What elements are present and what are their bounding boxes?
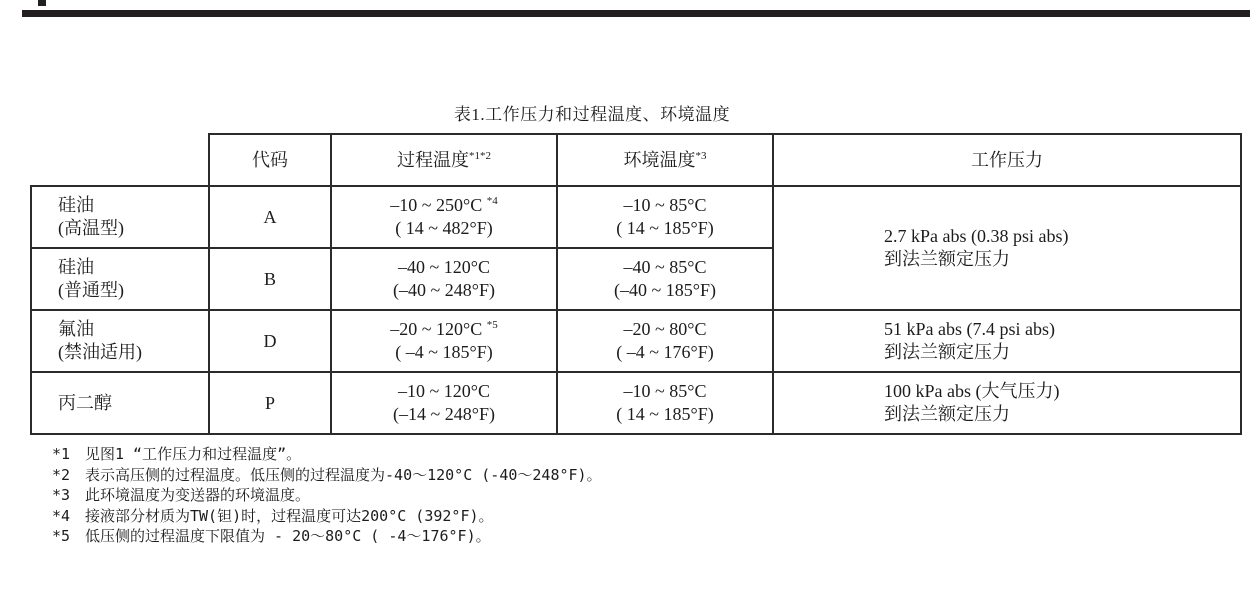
working-pressure-value: 51 kPa abs (7.4 psi abs) bbox=[884, 319, 1055, 339]
process-temp-fahrenheit: ( 14 ~ 482°F) bbox=[395, 218, 493, 238]
spec-table bbox=[30, 133, 1242, 435]
footnote-text: 表示高压侧的过程温度。低压侧的过程温度为-40～120°C (-40～248°F)。 bbox=[85, 465, 602, 484]
ambient-temp-cell-d bbox=[557, 310, 773, 372]
header-process-temp-label: 过程温度 bbox=[397, 149, 469, 170]
process-temp-fahrenheit: ( –4 ~ 185°F) bbox=[395, 342, 493, 362]
footnote-marker: *1 bbox=[52, 445, 71, 463]
code-cell-d: D bbox=[209, 310, 331, 372]
process-temp-cell-p bbox=[331, 372, 557, 434]
footnote-5 bbox=[52, 526, 602, 547]
table-row-silicone-high-temp bbox=[31, 186, 1241, 248]
ambient-temp-cell-b bbox=[557, 248, 773, 310]
table-row-fluorinated-oil bbox=[31, 310, 1241, 372]
process-temp-fahrenheit: (–40 ~ 248°F) bbox=[393, 280, 495, 300]
fill-fluid-name: 硅油 bbox=[58, 195, 94, 215]
code-cell-p: P bbox=[209, 372, 331, 434]
footnote-1 bbox=[52, 444, 602, 465]
process-temp-fahrenheit: (–14 ~ 248°F) bbox=[393, 404, 495, 424]
header-ambient-temp bbox=[557, 134, 773, 186]
footnote-text: 此环境温度为变送器的环境温度。 bbox=[85, 486, 311, 504]
ambient-temp-cell-p bbox=[557, 372, 773, 434]
process-temp-celsius-value: –20 ~ 120°C bbox=[390, 319, 483, 339]
code-cell-b: B bbox=[209, 248, 331, 310]
footnote-marker: *2 bbox=[52, 465, 71, 484]
working-pressure-value: 2.7 kPa abs (0.38 psi abs) bbox=[884, 226, 1069, 246]
ambient-temp-fahrenheit: (–40 ~ 185°F) bbox=[614, 280, 716, 300]
process-temp-footref: *5 bbox=[486, 319, 498, 331]
fill-fluid-label-d bbox=[31, 310, 209, 372]
header-code bbox=[209, 134, 331, 186]
code-cell-a: A bbox=[209, 186, 331, 248]
ambient-temp-celsius: –10 ~ 85°C bbox=[623, 381, 707, 401]
footnote-text: 见图1 “工作压力和过程温度”。 bbox=[85, 445, 302, 463]
fill-fluid-type: (高温型) bbox=[58, 218, 124, 238]
ambient-temp-fahrenheit: ( –4 ~ 176°F) bbox=[616, 342, 714, 362]
table-row-propylene-glycol bbox=[31, 372, 1241, 434]
working-pressure-cell-d bbox=[773, 310, 1241, 372]
header-process-temp bbox=[331, 134, 557, 186]
working-pressure-value: 100 kPa abs (大气压力) bbox=[884, 381, 1060, 401]
ambient-temp-celsius: –40 ~ 85°C bbox=[623, 257, 707, 277]
fill-fluid-label-b bbox=[31, 248, 209, 310]
spec-table-header bbox=[31, 134, 1241, 186]
ambient-temp-celsius: –10 ~ 85°C bbox=[623, 195, 707, 215]
header-rule bbox=[22, 10, 1250, 17]
working-pressure-cell-ab bbox=[773, 186, 1241, 310]
working-pressure-cell-p bbox=[773, 372, 1241, 434]
ambient-temp-fahrenheit: ( 14 ~ 185°F) bbox=[616, 404, 714, 424]
header-ambient-temp-footref: *3 bbox=[695, 149, 707, 162]
footnote-2 bbox=[52, 465, 602, 486]
process-temp-cell-d bbox=[331, 310, 557, 372]
footnote-3 bbox=[52, 485, 602, 506]
process-temp-celsius bbox=[336, 194, 552, 217]
working-pressure-upper-limit: 到法兰额定压力 bbox=[884, 342, 1010, 362]
process-temp-celsius bbox=[336, 318, 552, 341]
working-pressure-upper-limit: 到法兰额定压力 bbox=[884, 404, 1010, 424]
process-temp-footref: *4 bbox=[486, 195, 498, 207]
process-temp-celsius: –40 ~ 120°C bbox=[398, 257, 490, 277]
footnote-marker: *5 bbox=[52, 527, 71, 545]
fill-fluid-name: 硅油 bbox=[58, 257, 94, 277]
working-pressure-upper-limit: 到法兰额定压力 bbox=[884, 249, 1010, 269]
process-temp-celsius: –10 ~ 120°C bbox=[398, 381, 490, 401]
header-working-pressure bbox=[773, 134, 1241, 186]
ambient-temp-cell-a bbox=[557, 186, 773, 248]
footnote-marker: *4 bbox=[52, 506, 71, 525]
ambient-temp-fahrenheit: ( 14 ~ 185°F) bbox=[616, 218, 714, 238]
footnote-marker: *3 bbox=[52, 486, 71, 504]
table-title: 表1.工作压力和过程温度、环境温度 bbox=[453, 105, 731, 124]
header-ambient-temp-label: 环境温度 bbox=[623, 149, 696, 170]
header-working-pressure-label: 工作压力 bbox=[971, 149, 1043, 170]
fill-fluid-label-a bbox=[31, 186, 209, 248]
fill-fluid-type: (普通型) bbox=[58, 280, 124, 300]
fill-fluid-type: (禁油适用) bbox=[58, 342, 142, 362]
footnote-text: 低压侧的过程温度下限值为 - 20～80°C ( -4～176°F)。 bbox=[85, 527, 491, 545]
header-process-temp-footref: *1*2 bbox=[469, 149, 491, 162]
fill-fluid-name: 丙二醇 bbox=[58, 392, 112, 413]
footnote-4 bbox=[52, 506, 602, 527]
header-blank-cell bbox=[31, 134, 209, 186]
process-temp-cell-b bbox=[331, 248, 557, 310]
fill-fluid-label-p bbox=[31, 372, 209, 434]
process-temp-celsius-value: –10 ~ 250°C bbox=[390, 195, 483, 215]
process-temp-cell-a bbox=[331, 186, 557, 248]
header-row bbox=[31, 134, 1241, 186]
footnote-text: 接液部分材质为TW(钽)时，过程温度可达200°C (392°F)。 bbox=[85, 506, 494, 525]
fill-fluid-name: 氟油 bbox=[58, 319, 94, 339]
page-edge-mark bbox=[38, 0, 46, 6]
footnotes bbox=[52, 444, 602, 547]
header-code-label: 代码 bbox=[252, 149, 288, 170]
ambient-temp-celsius: –20 ~ 80°C bbox=[623, 319, 707, 339]
spec-table-body bbox=[31, 186, 1241, 434]
